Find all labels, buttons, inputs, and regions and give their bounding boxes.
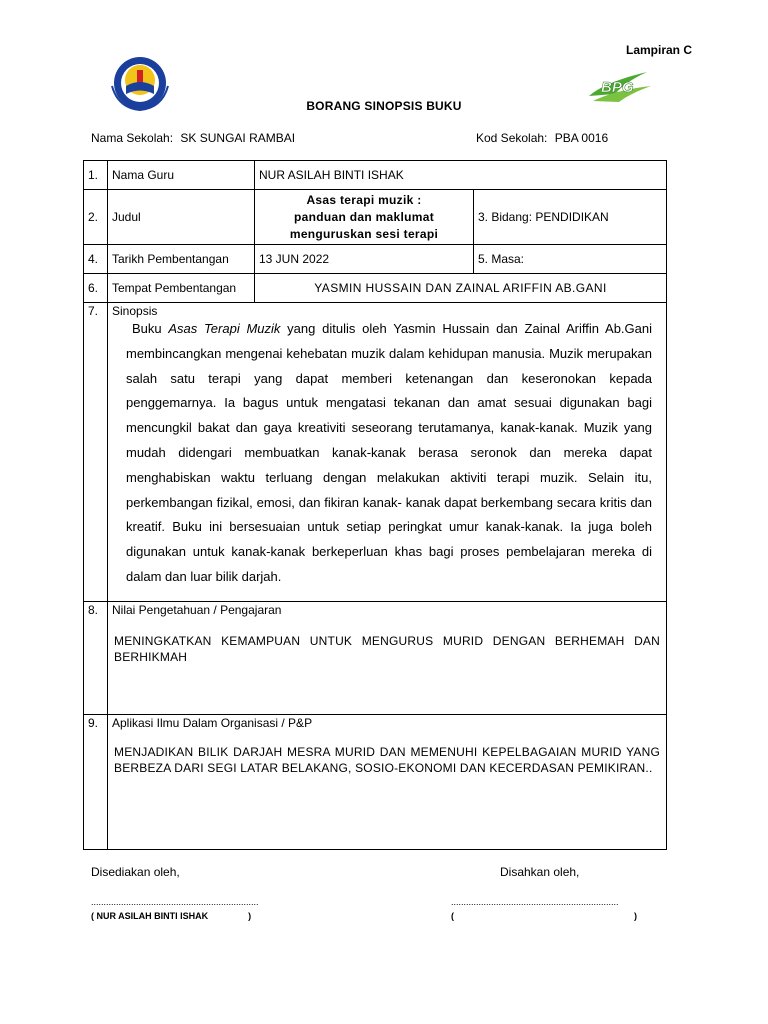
teacher-name-value: NUR ASILAH BINTI ISHAK (255, 161, 667, 190)
row-number: 6. (84, 274, 108, 303)
form-title: BORANG SINOPSIS BUKU (306, 99, 462, 113)
row-number: 8. (84, 602, 108, 715)
row-application (84, 715, 667, 850)
approved-by-name: ( ) (451, 911, 638, 921)
row-synopsis (84, 303, 667, 602)
approved-signature-line: ................................................................... (451, 897, 619, 907)
row-label: Nama Guru (108, 161, 255, 190)
application-label: Aplikasi Ilmu Dalam Organisasi / P&P (112, 716, 313, 730)
synopsis-text (126, 317, 652, 590)
row-knowledge-value (84, 602, 667, 715)
row-date (84, 245, 667, 274)
duration-value: 5. Masa: (474, 245, 667, 274)
date-value: 13 JUN 2022 (255, 245, 474, 274)
book-title-value (255, 190, 474, 245)
row-label: Tempat Pembentangan (108, 274, 255, 303)
application-text: MENJADIKAN BILIK DARJAH MESRA MURID DAN MEMENUHI KEPELBAGAIAN MURID YANG BERBEZA DARI SEGI LATAR BELAKANG, SOSIO-EKONOMI DAN KECERDASAN PEMIKIRAN.. (114, 745, 661, 775)
prepared-by-label: Disediakan oleh, (91, 865, 180, 879)
prepared-by-name: ( NUR ASILAH BINTI ISHAK ) (91, 911, 252, 921)
approved-by-label: Disahkan oleh, (500, 865, 580, 879)
school-code-label: Kod Sekolah: (476, 131, 548, 145)
row-label: Judul (108, 190, 255, 245)
row-number: 2. (84, 190, 108, 245)
row-venue (84, 274, 667, 303)
row-number: 7. (84, 303, 108, 602)
row-number: 9. (84, 715, 108, 850)
field-value: 3. Bidang: PENDIDIKAN (474, 190, 667, 245)
prepared-signature-line: ................................................................... (91, 897, 259, 907)
svg-text:BPG: BPG (601, 79, 634, 96)
row-title (84, 190, 667, 245)
row-label: Tarikh Pembentangan (108, 245, 255, 274)
school-label: Nama Sekolah: (91, 131, 174, 145)
school-code-line (476, 131, 608, 145)
synopsis-body-text: yang ditulis oleh Yasmin Hussain dan Zainal Ariffin Ab.Gani membincangkan mengenai kehebatan muzik dalam kehidupan manusia. Muzik merupakan salah satu terapi yang dapat memberi ketenangan dan keseronokan kepada penggemarnya. Ia bagus untuk mengatasi tekanan dan amat sesuai digunakan bagi mencungkil bakat dan gaya kreativiti seseorang terutamanya, kanak-kanak. Muzik yang mudah didengari membuatkan kanak-kanak berasa seronok dan mereka dapat menghabiskan waktu terluang dengan melakukan aktiviti terapi muzik. Selain itu, perkembangan fizikal, emosi, dan fikiran kanak- kanak dapat berkembang secara kritis dan kreatif. Buku ini bersesuaian untuk setiap peringkat umur kanak-kanak. Ia juga boleh digunakan untuk kanak-kanak berkeperluan khas bagi proses pembelajaran mereka di dalam dan luar bilik darjah. (126, 321, 653, 584)
row-number: 1. (84, 161, 108, 190)
school-name: SK SUNGAI RAMBAI (180, 131, 296, 145)
knowledge-cell (108, 602, 667, 715)
knowledge-label: Nilai Pengetahuan / Pengajaran (112, 603, 282, 617)
book-title-line: panduan dan maklumat (293, 209, 435, 224)
book-title-line: menguruskan sesi terapi (289, 226, 439, 241)
row-number: 4. (84, 245, 108, 274)
knowledge-text: MENINGKATKAN KEMAMPUAN UNTUK MENGURUS MURID DENGAN BERHEMAH DAN BERHIKMAH (114, 634, 661, 664)
application-cell (108, 715, 667, 850)
synopsis-book-title: Asas Terapi Muzik (168, 321, 281, 336)
venue-value: YASMIN HUSSAIN DAN ZAINAL ARIFFIN AB.GANI (255, 274, 667, 303)
row-teacher-name (84, 161, 667, 190)
synopsis-cell (108, 303, 667, 602)
appendix-label: Lampiran C (625, 43, 692, 57)
school-name-line (91, 131, 295, 145)
synopsis-label: Sinopsis (112, 304, 158, 318)
book-title-line: Asas terapi muzik : (306, 192, 422, 207)
school-code: PBA 0016 (554, 131, 609, 145)
synopsis-form-table (83, 160, 667, 850)
synopsis-intro: Buku (132, 321, 169, 336)
